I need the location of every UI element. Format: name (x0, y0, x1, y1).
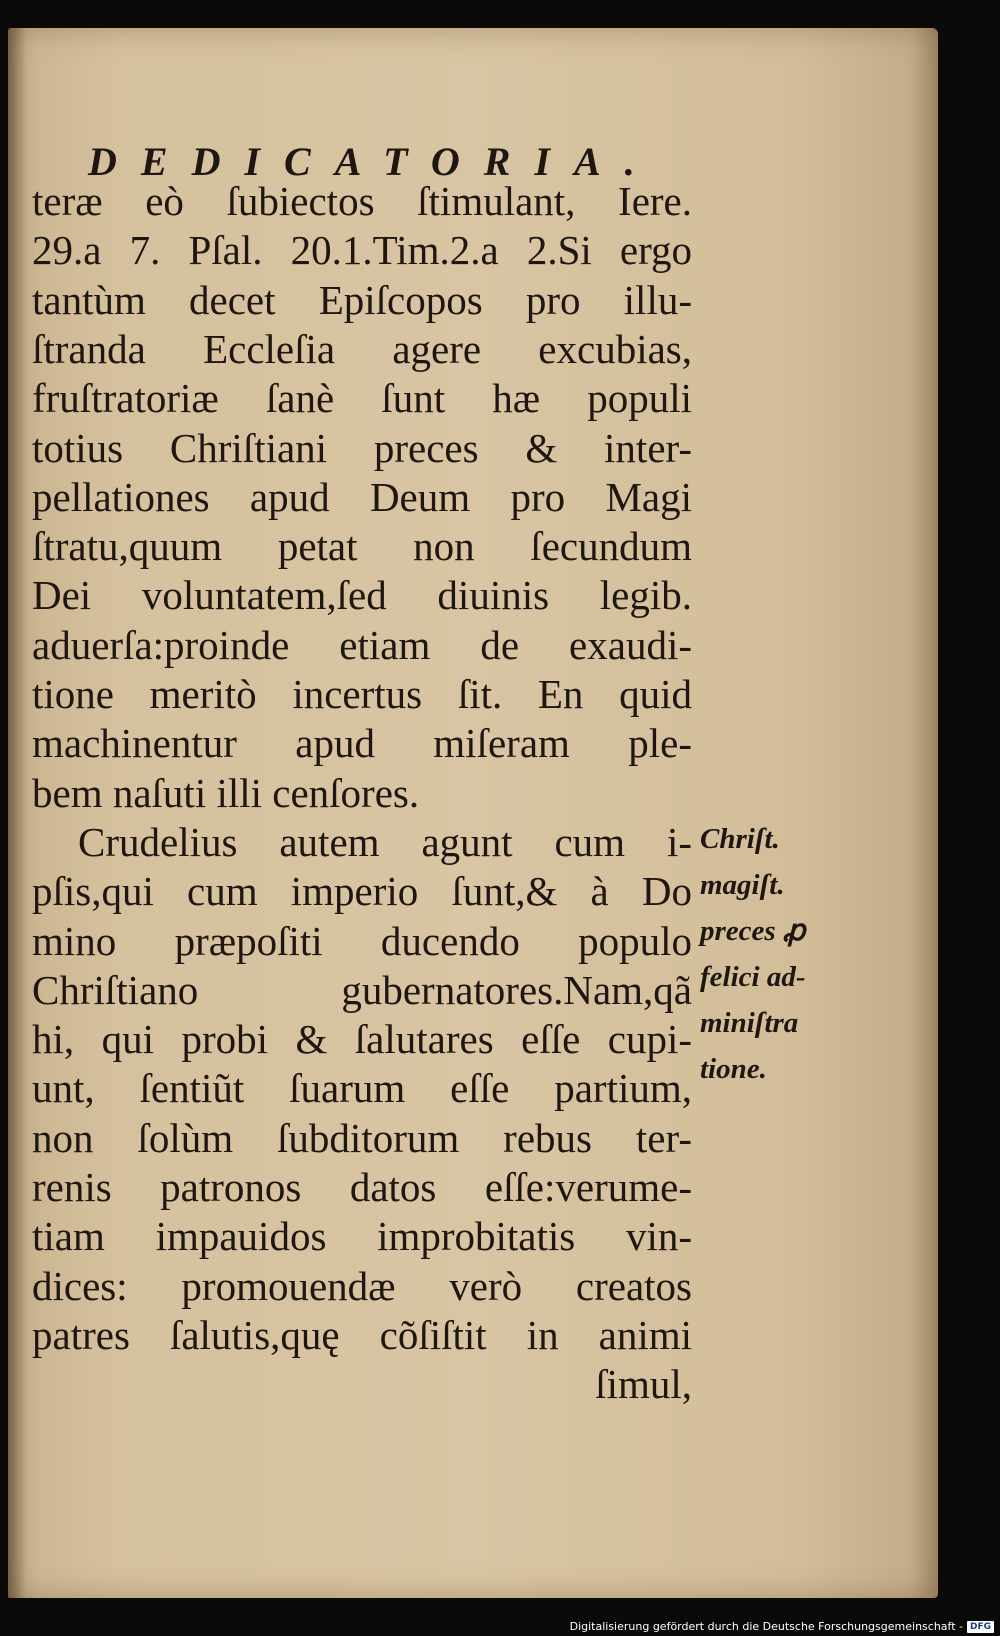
running-head: DEDICATORIA. (88, 139, 659, 184)
text-line: Dei voluntatem,ſed diuinis legib. (32, 572, 692, 619)
text-line: ſtranda Eccleſia agere excubias, (32, 325, 692, 372)
text-line: fruſtratoriæ ſanè ſunt hæ populi (32, 375, 692, 422)
text-line: dices: promouendæ verò creatos (32, 1262, 692, 1309)
credit-text: Digitalisierung gefördert durch die Deutsche Forschungsgemeinschaft - (569, 1620, 963, 1633)
text-line: bem naſuti illi cenſores. (32, 769, 420, 816)
text-line: aduerſa:proinde etiam de exaudi- (32, 621, 692, 668)
text-line: Crudelius autem agunt cum i- (78, 818, 692, 865)
text-line: tione meritò incertus ſit. En quid (32, 671, 692, 717)
text-line: totius Chriſtiani preces & inter- (32, 424, 692, 471)
margin-note-line: felici ad- (700, 960, 806, 993)
text-line: hi, qui probi & ſalutares eſſe cupi- (32, 1016, 692, 1063)
text-line: renis patronos datos eſſe:verume- (32, 1164, 692, 1210)
margin-note-line: Chriſt. (700, 822, 780, 855)
book-page (8, 28, 938, 1598)
margin-note-line: preces ꝓ (700, 914, 806, 947)
margin-note-line: magiſt. (700, 868, 785, 901)
text-line: Chriſtiano gubernatores.Nam,qã (32, 966, 692, 1013)
text-line: non ſolùm ſubditorum rebus ter- (32, 1114, 692, 1161)
text-line: ſtratu,quum petat non ſecundum (32, 523, 692, 570)
text-line: tiam impauidos improbitatis vin- (32, 1213, 692, 1260)
text-line: unt, ſentiũt ſuarum eſſe partium, (32, 1065, 692, 1112)
text-line: mino præpoſiti ducendo populo (32, 917, 692, 964)
digitization-credit (570, 1620, 994, 1633)
text-line: 29.a 7. Pſal. 20.1.Tim.2.a 2.Si ergo (32, 227, 692, 274)
text-line: teræ eò ſubiectos ſtimulant, Iere. (32, 178, 692, 224)
text-line: pellationes apud Deum pro Magi (32, 473, 692, 520)
text-line: pſis,qui cum imperio ſunt,& à Do (32, 868, 692, 915)
text-line: tantùm decet Epiſcopos pro illu- (32, 276, 692, 323)
dfg-logo-icon: DFG (967, 1621, 994, 1633)
margin-note-line: tione. (700, 1052, 767, 1085)
margin-note-line: miniſtra (700, 1006, 799, 1039)
catchword: ſimul, (595, 1361, 692, 1408)
text-line: patres ſalutis,quę cõſiſtit in animi (32, 1311, 692, 1358)
text-line: machinentur apud miſeram ple- (32, 720, 692, 767)
